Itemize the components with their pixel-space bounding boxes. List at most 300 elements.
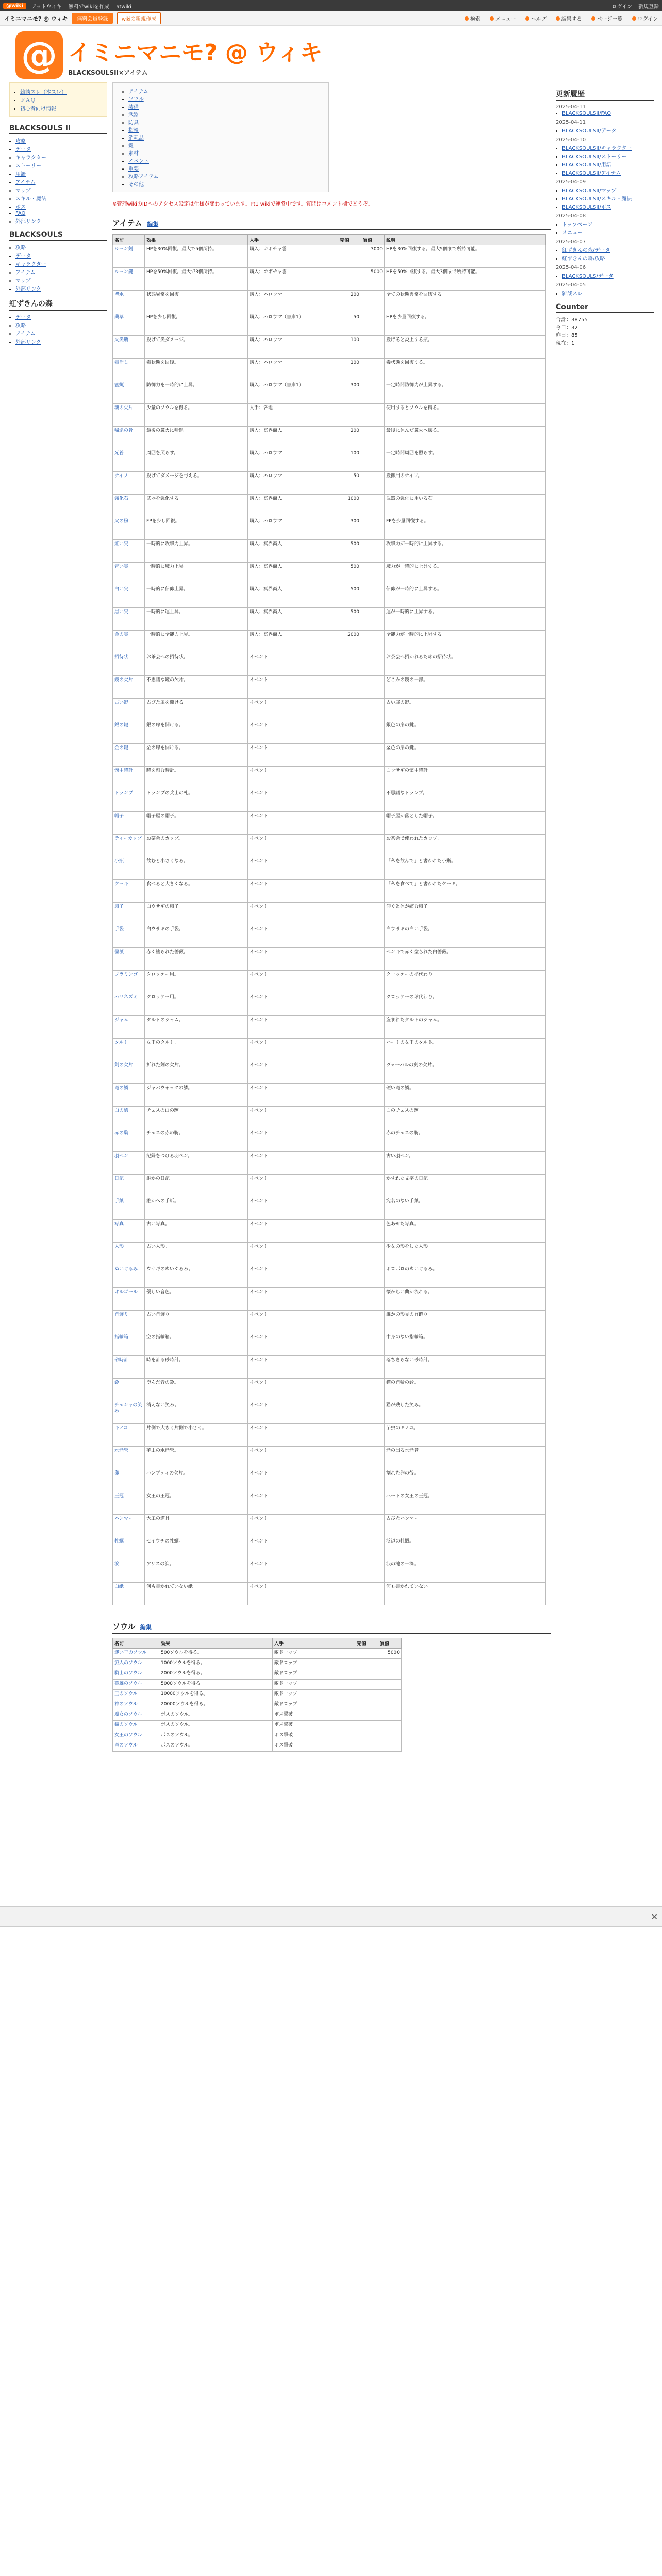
item-name-cell[interactable]: 白い実 [113,585,145,608]
table-row [113,1265,546,1288]
list-item [15,260,107,267]
table-cell: 煙の出る水煙管。 [385,1447,546,1469]
menu-link[interactable]: データ [15,315,31,320]
register-link[interactable]: 新規登録 [638,4,659,10]
update-link[interactable]: BLACKSOULSII/キャラクター [562,146,632,151]
quick-links-list [14,88,103,112]
table-cell [361,767,385,789]
table-cell: 500 [338,540,361,563]
register-button[interactable]: 無料会員登録 [72,13,113,24]
table-row [113,699,546,721]
update-link[interactable]: BLACKSOULSII/データ [562,128,617,134]
nav-help[interactable] [525,14,547,22]
menu-link[interactable]: データ [15,253,31,259]
quick-link[interactable]: 雑談スレ（本スレ） [20,90,67,95]
table-row [113,721,546,744]
update-link[interactable]: BLACKSOULSII/アイテム [562,171,621,176]
table-cell: イベント [248,1107,338,1129]
item-name-cell[interactable]: 牡蠣 [113,1537,145,1560]
item-name-cell[interactable]: 卵 [113,1469,145,1492]
list-item [15,337,107,345]
menu-section-title: 紅ずきんの森 [9,298,107,311]
item-name-cell[interactable]: 銀の鍵 [113,721,145,744]
table-cell: イベント [248,1469,338,1492]
quick-link[interactable]: ＦＡＱ [20,98,36,104]
toc-item [128,110,321,118]
recent-updates-title: 更新履歴 [556,89,654,101]
update-link[interactable]: BLACKSOULSII/用語 [562,162,611,168]
item-name-cell[interactable]: 白の駒 [113,1107,145,1129]
table-row [113,1197,546,1220]
table-cell: 5000 [361,268,385,291]
menu-link[interactable]: キャラクター [15,262,46,267]
item-name-cell[interactable]: 毒消し [113,359,145,381]
bottom-popup-bar [0,1906,662,1927]
nav-menu[interactable] [490,14,516,22]
table-cell: 優しい音色。 [145,1288,248,1311]
item-name-cell[interactable]: 光苔 [113,449,145,472]
toc-link[interactable]: 装備 [128,105,139,110]
menu-link[interactable]: ボス [15,205,26,210]
update-link[interactable]: 紅ずきんの森/データ [562,248,610,253]
item-name-cell[interactable]: 首飾り [113,1311,145,1333]
item-name-cell[interactable]: ハンマー [113,1515,145,1537]
table-cell: ハートの女王のタルト。 [385,1039,546,1061]
table-cell [361,585,385,608]
table-cell [338,1379,361,1401]
table-cell: 「私を飲んで」と書かれた小瓶。 [385,857,546,880]
table-cell: 購入：ハロウマ（書庫1） [248,381,338,404]
item-name-cell[interactable]: 鏡の欠片 [113,676,145,699]
item-name-cell[interactable]: 帽子 [113,812,145,835]
table-row [113,1152,546,1175]
toc-link[interactable]: 防具 [128,120,139,126]
nav-search[interactable] [465,14,481,22]
table-cell [361,1560,385,1583]
table-cell: 古い写真。 [145,1220,248,1243]
item-name-cell[interactable]: 白紙 [113,1583,145,1605]
menu-link[interactable]: アイテム [15,180,36,185]
toc-link[interactable]: 素材 [128,151,139,157]
table-cell: 一時的に魔力上昇。 [145,563,248,585]
table-cell [338,721,361,744]
quick-links [9,82,107,117]
menu-link[interactable]: マップ [15,278,31,284]
table-cell [361,1084,385,1107]
item-name-cell[interactable]: 金の実 [113,631,145,653]
table-row [113,835,546,857]
login-link[interactable]: ログイン [611,4,632,10]
table-cell [338,676,361,699]
top-link[interactable]: atwiki [116,4,131,10]
menu-link[interactable]: FAQ [15,211,26,216]
table-cell: 中身のない指輪箱。 [385,1333,546,1356]
list-item [15,217,107,225]
table-cell: 涙の池の一滴。 [385,1560,546,1583]
top-link[interactable]: アットウィキ [31,4,62,10]
item-name-cell[interactable]: フラミンゴ [113,971,145,993]
nav-login[interactable] [632,14,658,22]
table-cell: 敵ドロップ [273,1659,355,1669]
table-cell [361,1016,385,1039]
list-item [15,145,107,152]
section-edit-link[interactable]: 編集 [140,1624,152,1631]
toc-link[interactable]: 消耗品 [128,135,144,141]
toc-link[interactable]: アイテム [128,89,148,95]
update-link[interactable]: メニュー [562,230,583,236]
item-name-cell[interactable]: 王のソウル [113,1690,159,1700]
item-name-cell[interactable]: 懐中時計 [113,767,145,789]
table-cell: ボスのソウル。 [159,1741,273,1752]
list-item [15,313,107,320]
list-item [562,228,654,236]
menu-link[interactable]: 用語 [15,172,26,177]
table-cell: イベント [248,1311,338,1333]
table-cell: イベント [248,676,338,699]
site-name[interactable]: イミニマニモ? @ ウィキ [4,15,68,22]
item-name-cell[interactable]: 魔女のソウル [113,1710,159,1721]
item-name-cell[interactable]: 招待状 [113,653,145,676]
table-cell: イベント [248,767,338,789]
table-cell: アリスの涙。 [145,1560,248,1583]
table-cell: 5000 [378,1649,402,1659]
list-item [15,178,107,185]
item-name-cell[interactable]: 王冠 [113,1492,145,1515]
nav-pages[interactable] [591,14,623,22]
table-cell: ボロボロのぬいぐるみ。 [385,1265,546,1288]
toc-link[interactable]: 指輪 [128,128,139,133]
soul-table [112,1638,402,1752]
list-item [15,321,107,329]
item-name-cell[interactable]: 迷い子のソウル [113,1649,159,1659]
item-name-cell[interactable]: 黒い実 [113,608,145,631]
item-name-cell[interactable]: 旅人のソウル [113,1659,159,1669]
table-row [113,1084,546,1107]
table-cell [338,1560,361,1583]
item-name-cell[interactable]: ナイフ [113,472,145,495]
table-cell [378,1721,402,1731]
table-cell: ハンプティの欠片。 [145,1469,248,1492]
table-cell [338,903,361,925]
table-cell: 全能力が一時的に上昇する。 [385,631,546,653]
table-cell: トランプの兵士の札。 [145,789,248,812]
table-cell [361,880,385,903]
toc-item [128,118,321,126]
table-row [113,495,546,517]
toc-link[interactable]: イベント [128,159,149,164]
item-name-cell[interactable]: 火炎瓶 [113,336,145,359]
table-row [113,472,546,495]
table-row [113,1710,402,1721]
top-links [31,2,137,10]
table-cell: イベント [248,993,338,1016]
table-cell: 1000ソウルを得る。 [159,1659,273,1669]
menu-link[interactable]: 攻略 [15,139,26,144]
table-row [113,1311,546,1333]
update-link[interactable]: BLACKSOULSII/マップ [562,188,617,194]
table-cell: 銀の扉を開ける。 [145,721,248,744]
item-name-cell[interactable]: 人形 [113,1243,145,1265]
table-row [113,925,546,948]
item-name-cell[interactable]: 魂の欠片 [113,404,145,427]
item-name-cell[interactable]: キノコ [113,1424,145,1447]
item-name-cell[interactable]: 涙 [113,1560,145,1583]
table-cell: イベント [248,948,338,971]
table-row [113,1537,546,1560]
table-row [113,1741,402,1752]
table-cell [355,1669,378,1680]
column-header: 買値 [361,235,385,245]
item-name-cell[interactable]: 赤の駒 [113,1129,145,1152]
item-name-cell[interactable]: トランプ [113,789,145,812]
item-name-cell[interactable]: 竜の鱗 [113,1084,145,1107]
menu-link[interactable]: 攻略 [15,245,26,251]
menu-link[interactable]: アイテム [15,270,36,276]
item-name-cell[interactable]: 神のソウル [113,1700,159,1710]
table-row [113,857,546,880]
menu-link[interactable]: データ [15,147,31,152]
table-cell [361,1288,385,1311]
list-item [15,202,107,210]
table-cell: 白ウサギの懐中時計。 [385,767,546,789]
update-link[interactable]: BLACKSOULSII/FAQ [562,111,611,116]
item-name-cell[interactable]: 小瓶 [113,857,145,880]
table-row [113,1243,546,1265]
table-row [113,1061,546,1084]
table-cell: 購入：ハロウマ [248,472,338,495]
item-name-cell[interactable]: 猫のソウル [113,1721,159,1731]
menu-link[interactable]: 外部リンク [15,340,41,345]
table-cell: イベント [248,971,338,993]
table-cell: 購入：冥界商人 [248,631,338,653]
item-name-cell[interactable]: ハリネズミ [113,993,145,1016]
table-cell: HPを少し回復。 [145,313,248,336]
table-cell: イベント [248,1129,338,1152]
table-cell [338,1469,361,1492]
table-cell: イベント [248,1560,338,1583]
toc-link[interactable]: 攻略アイテム [128,174,159,180]
table-cell [338,1537,361,1560]
table-cell [378,1669,402,1680]
table-cell [361,835,385,857]
item-name-cell[interactable]: 薬草 [113,313,145,336]
menu-link[interactable]: ストーリー [15,163,41,169]
list-item [562,272,654,279]
item-name-cell[interactable]: 金の鍵 [113,744,145,767]
site-bar [0,11,662,26]
update-list [556,186,654,210]
nav-edit[interactable] [556,14,582,22]
table-row [113,1690,402,1700]
table-cell: 一定時間防御力が上昇する。 [385,381,546,404]
menu-link[interactable]: アイテム [15,331,36,337]
menu-link[interactable]: スキル・魔法 [15,196,46,202]
menu-list [9,137,107,225]
update-link[interactable]: BLACKSOULSII/スキル・魔法 [562,196,632,202]
list-item [20,104,103,112]
site-nav [465,14,658,22]
table-cell: 片側で大きく片側で小さく。 [145,1424,248,1447]
wiki-title[interactable]: イミニマニモ? @ ウィキ [68,39,323,66]
item-name-cell[interactable]: 強化石 [113,495,145,517]
wiki-logo-icon[interactable]: @ [15,31,63,79]
list-item [562,144,654,151]
update-list [556,126,654,134]
toc-link[interactable]: その他 [128,182,144,188]
item-name-cell[interactable]: 古い鍵 [113,699,145,721]
wiki-header [0,26,662,82]
item-name-cell[interactable]: 手紙 [113,1197,145,1220]
list-item [562,254,654,262]
table-cell: イベント [248,1492,338,1515]
menu-link[interactable]: 外部リンク [15,286,41,292]
section-edit-link[interactable]: 編集 [147,221,159,227]
item-name-cell[interactable]: ルーン鍵 [113,268,145,291]
table-cell: 一時的に運上昇。 [145,608,248,631]
item-name-cell[interactable]: チェシャの笑み [113,1401,145,1424]
top-link[interactable]: 無料でwikiを作成 [68,4,110,10]
item-name-cell[interactable]: 竜のソウル [113,1741,159,1752]
table-cell: 落ちきらない砂時計。 [385,1356,546,1379]
item-name-cell[interactable]: 写真 [113,1220,145,1243]
table-cell: 50 [338,472,361,495]
table-cell: ボス撃破 [273,1721,355,1731]
table-cell: ボスのソウル。 [159,1721,273,1731]
table-cell: ハートの女王の王冠。 [385,1492,546,1515]
table-cell [355,1721,378,1731]
quick-link[interactable]: 初心者向け情報 [20,106,56,112]
table-cell [361,336,385,359]
table-row [113,767,546,789]
update-link[interactable]: 雑談スレ [562,291,583,297]
table-cell [338,925,361,948]
toc-link[interactable]: 重要 [128,166,139,172]
item-name-cell[interactable]: 鈴 [113,1379,145,1401]
table-cell: 浜辺の牡蠣。 [385,1537,546,1560]
item-name-cell[interactable]: 手袋 [113,925,145,948]
table-cell: 使用するとソウルを得る。 [385,404,546,427]
table-row [113,427,546,449]
column-header: 効果 [159,1638,273,1649]
item-name-cell[interactable]: 女王のソウル [113,1731,159,1741]
item-name-cell[interactable]: オルゴール [113,1288,145,1311]
table-cell: 2000 [338,631,361,653]
item-name-cell[interactable]: 紅い実 [113,540,145,563]
item-name-cell[interactable]: 扇子 [113,903,145,925]
table-cell: どこかの鏡の一部。 [385,676,546,699]
table-cell: 投げて炎ダメージ。 [145,336,248,359]
header-text [68,34,323,77]
table-cell [378,1680,402,1690]
item-name-cell[interactable]: 火の粉 [113,517,145,540]
table-cell: クロッケーの球代わり。 [385,993,546,1016]
item-name-cell[interactable]: 指輪箱 [113,1333,145,1356]
toc-item [128,95,321,103]
table-cell: 一定時間周囲を照らす。 [385,449,546,472]
menu-link[interactable]: マップ [15,188,31,194]
update-link[interactable]: BLACKSOULS/データ [562,274,614,279]
close-icon[interactable]: ✕ [651,1911,658,1922]
table-cell: 購入：冥界商人 [248,585,338,608]
item-name-cell[interactable]: ティーカップ [113,835,145,857]
atwiki-logo[interactable]: @wiki [3,3,26,9]
table-of-contents [112,82,329,192]
table-cell [361,404,385,427]
table-row [113,1700,402,1710]
list-item [15,329,107,337]
table-cell: 食べると大きくなる。 [145,880,248,903]
item-name-cell[interactable]: ジャム [113,1016,145,1039]
table-cell: 購入：ハロウマ [248,359,338,381]
table-cell [355,1731,378,1741]
table-cell [338,1447,361,1469]
item-name-cell[interactable]: 水煙管 [113,1447,145,1469]
item-name-cell[interactable]: 砂時計 [113,1356,145,1379]
table-cell [338,1401,361,1424]
table-cell [361,495,385,517]
table-row [113,676,546,699]
search-icon [465,16,469,21]
table-cell: 購入：ハロウマ（書庫1） [248,313,338,336]
list-item [562,194,654,202]
table-cell: イベント [248,1424,338,1447]
item-name-cell[interactable]: 聖水 [113,291,145,313]
table-cell [361,1107,385,1129]
item-name-cell[interactable]: 英雄のソウル [113,1680,159,1690]
item-name-cell[interactable]: 蜜蝋 [113,381,145,404]
table-cell: ボス撃破 [273,1741,355,1752]
item-name-cell[interactable]: 薔薇 [113,948,145,971]
table-cell: 100 [338,336,361,359]
item-name-cell[interactable]: 青い実 [113,563,145,585]
toc-link[interactable]: 武器 [128,112,139,118]
toc-link[interactable]: 鍵 [128,143,134,149]
item-name-cell[interactable]: タルト [113,1039,145,1061]
column-header: 売値 [338,235,361,245]
update-link[interactable]: BLACKSOULSII/ボス [562,205,611,210]
item-name-cell[interactable]: 帰還の骨 [113,427,145,449]
list-item [562,111,654,116]
menu-link[interactable]: 外部リンク [15,219,41,225]
table-cell: 全ての状態異常を回復する。 [385,291,546,313]
menu-link[interactable]: 攻略 [15,323,26,329]
table-cell [338,1061,361,1084]
table-cell [361,1469,385,1492]
table-cell: 大工の道具。 [145,1515,248,1537]
toc-link[interactable]: ソウル [128,97,144,103]
table-cell [338,857,361,880]
table-cell: 一時的に信仰上昇。 [145,585,248,608]
item-name-cell[interactable]: ぬいぐるみ [113,1265,145,1288]
item-name-cell[interactable]: 騎士のソウル [113,1669,159,1680]
item-name-cell[interactable]: 羽ペン [113,1152,145,1175]
table-cell: イベント [248,744,338,767]
update-link[interactable]: トップページ [562,222,593,228]
table-cell [338,835,361,857]
menu-link[interactable]: キャラクター [15,155,46,161]
item-name-cell[interactable]: 日記 [113,1175,145,1197]
nav-label: ページ一覧 [597,16,623,22]
item-name-cell[interactable]: 剣の欠片 [113,1061,145,1084]
update-link[interactable]: 紅ずきんの森/攻略 [562,256,605,262]
table-cell: HPを30%回復。最大で5個所持。 [145,245,248,268]
list-item [15,211,107,216]
update-link[interactable]: BLACKSOULSII/ストーリー [562,154,627,160]
table-cell [361,1583,385,1605]
new-wiki-button[interactable]: wikiの新規作成 [117,12,161,24]
item-name-cell[interactable]: ケーキ [113,880,145,903]
item-name-cell[interactable]: ルーン剣 [113,245,145,268]
